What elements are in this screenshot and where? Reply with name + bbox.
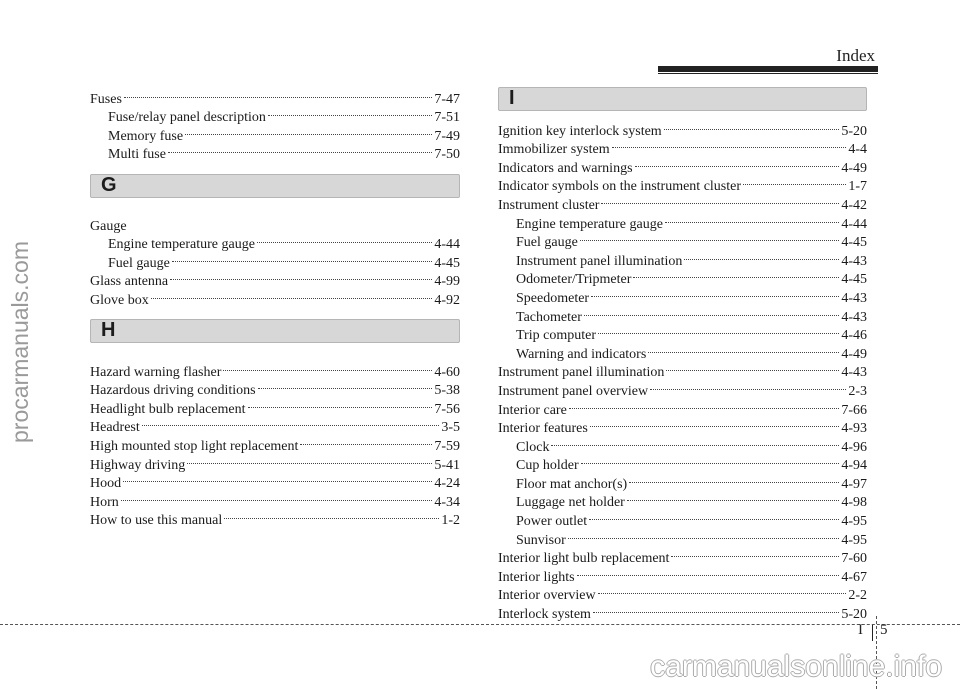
dot-leader bbox=[743, 172, 846, 191]
index-entry bbox=[90, 413, 460, 436]
entry-page-ref: 7-50 bbox=[434, 147, 460, 163]
entry-label: Glass antenna bbox=[90, 274, 169, 290]
entry-page-ref: 4-43 bbox=[841, 309, 867, 325]
entry-label: Hazardous driving conditions bbox=[90, 383, 256, 399]
entry-page-ref: 4-46 bbox=[841, 328, 867, 344]
i-entries bbox=[498, 116, 867, 623]
dot-leader bbox=[666, 358, 839, 377]
entry-page-ref: 7-47 bbox=[434, 91, 460, 107]
dot-leader bbox=[601, 190, 839, 209]
entry-label: Sunvisor bbox=[516, 532, 566, 548]
entry-page-ref: 4-97 bbox=[841, 476, 867, 492]
footer-page-number: 5 bbox=[880, 622, 888, 638]
dot-leader bbox=[627, 488, 839, 507]
entry-label: Instrument panel illumination bbox=[498, 365, 665, 381]
entry-label: Instrument cluster bbox=[498, 197, 600, 213]
footer-separator bbox=[872, 625, 873, 641]
entry-page-ref: 5-20 bbox=[841, 123, 867, 139]
entry-page-ref: 4-49 bbox=[841, 346, 867, 362]
entry-page-ref: 4-49 bbox=[841, 160, 867, 176]
entry-page-ref: 4-43 bbox=[841, 253, 867, 269]
section-header-i bbox=[498, 87, 867, 111]
entry-label: Odometer/Tripmeter bbox=[516, 272, 632, 288]
index-entry bbox=[498, 116, 867, 139]
entry-page-ref: 3-5 bbox=[441, 420, 460, 436]
dot-leader bbox=[589, 506, 839, 525]
dot-leader bbox=[268, 103, 432, 122]
entry-page-ref: 4-42 bbox=[841, 197, 867, 213]
section-header-g bbox=[90, 174, 460, 198]
dot-leader bbox=[581, 451, 840, 470]
entry-page-ref: 4-4 bbox=[848, 142, 867, 158]
entry-page-ref: 2-2 bbox=[848, 588, 867, 604]
entry-label: Speedometer bbox=[516, 290, 590, 306]
entry-label: Floor mat anchor(s) bbox=[516, 476, 628, 492]
dot-leader bbox=[671, 544, 839, 563]
index-entry bbox=[90, 431, 460, 454]
entry-page-ref: 7-51 bbox=[434, 110, 460, 126]
section-letter: G bbox=[101, 174, 117, 196]
entry-label: Clock bbox=[516, 439, 550, 455]
index-entry bbox=[90, 230, 460, 253]
entry-label: Glove box bbox=[90, 292, 149, 308]
g-entries bbox=[90, 211, 460, 308]
entry-label: Highway driving bbox=[90, 457, 186, 473]
entry-page-ref: 7-49 bbox=[434, 128, 460, 144]
entry-label: Multi fuse bbox=[108, 147, 166, 163]
entry-page-ref: 4-45 bbox=[434, 255, 460, 271]
dot-leader bbox=[151, 285, 433, 304]
entry-label: Interior lights bbox=[498, 569, 575, 585]
entry-label: Power outlet bbox=[516, 514, 588, 530]
index-entry bbox=[90, 506, 460, 529]
dot-leader bbox=[248, 394, 433, 413]
dot-leader bbox=[170, 267, 432, 286]
dot-leader bbox=[629, 469, 839, 488]
dot-leader bbox=[168, 140, 432, 159]
footer-dashed-rule bbox=[0, 624, 960, 625]
section-letter: I bbox=[509, 87, 515, 109]
dot-leader bbox=[580, 228, 840, 247]
entry-page-ref: 1-2 bbox=[441, 513, 460, 529]
entry-page-ref: 7-60 bbox=[841, 551, 867, 567]
entry-label: Instrument panel illumination bbox=[516, 253, 683, 269]
entry-label: Gauge bbox=[90, 218, 127, 234]
dot-leader bbox=[650, 376, 846, 395]
entry-label: Interlock system bbox=[498, 607, 591, 623]
entry-label: Warning and indicators bbox=[516, 346, 647, 362]
entry-label: Headrest bbox=[90, 420, 140, 436]
section-header-h bbox=[90, 319, 460, 343]
dot-leader bbox=[590, 414, 840, 433]
entry-page-ref: 7-59 bbox=[434, 438, 460, 454]
entry-label: Cup holder bbox=[516, 458, 579, 474]
entry-label: Immobilizer system bbox=[498, 142, 610, 158]
entry-page-ref: 4-95 bbox=[841, 532, 867, 548]
dot-leader bbox=[300, 431, 432, 450]
section-letter: H bbox=[101, 319, 116, 341]
dot-leader bbox=[257, 230, 432, 249]
dot-leader bbox=[121, 487, 433, 506]
entry-page-ref: 4-44 bbox=[841, 216, 867, 232]
entry-label: Engine temperature gauge bbox=[516, 216, 663, 232]
index-column-left bbox=[90, 0, 460, 689]
dot-leader bbox=[598, 581, 847, 600]
entry-label: Fuel gauge bbox=[516, 235, 578, 251]
dot-leader bbox=[551, 432, 839, 451]
entry-label: Hood bbox=[90, 476, 122, 492]
dot-leader bbox=[664, 116, 840, 135]
dot-leader bbox=[142, 413, 440, 432]
entry-label: Trip computer bbox=[516, 328, 596, 344]
entry-page-ref: 4-43 bbox=[841, 365, 867, 381]
index-entry bbox=[498, 451, 867, 474]
entry-page-ref: 4-93 bbox=[841, 421, 867, 437]
entry-page-ref: 2-3 bbox=[848, 383, 867, 399]
index-entry bbox=[90, 103, 460, 126]
dot-leader bbox=[124, 84, 432, 103]
entry-label: Headlight bulb replacement bbox=[90, 401, 246, 417]
entry-label: Fuel gauge bbox=[108, 255, 170, 271]
dot-leader bbox=[684, 246, 839, 265]
entry-page-ref: 4-67 bbox=[841, 569, 867, 585]
entry-label: Fuses bbox=[90, 91, 122, 107]
entry-label: Hazard warning flasher bbox=[90, 364, 222, 380]
entry-page-ref: 5-20 bbox=[841, 607, 867, 623]
dot-leader bbox=[123, 469, 432, 488]
index-entry bbox=[90, 487, 460, 510]
entry-label: Interior overview bbox=[498, 588, 596, 604]
dot-leader bbox=[577, 562, 840, 581]
dot-leader bbox=[598, 321, 839, 340]
entry-label: High mounted stop light replacement bbox=[90, 438, 299, 454]
entry-page-ref: 4-45 bbox=[841, 272, 867, 288]
entry-page-ref: 4-45 bbox=[841, 235, 867, 251]
index-entry bbox=[90, 211, 460, 234]
watermark-bottom: carmanualsonline.info bbox=[650, 650, 942, 683]
entry-page-ref: 4-43 bbox=[841, 290, 867, 306]
entry-page-ref: 1-7 bbox=[848, 179, 867, 195]
index-entry bbox=[90, 84, 460, 107]
entry-page-ref: 5-38 bbox=[434, 383, 460, 399]
entry-label: Interior care bbox=[498, 402, 567, 418]
fuses-group bbox=[90, 84, 460, 163]
entry-page-ref: 4-24 bbox=[434, 476, 460, 492]
index-entry bbox=[498, 432, 867, 455]
entry-page-ref: 4-99 bbox=[434, 274, 460, 290]
entry-label: Indicator symbols on the instrument cluster bbox=[498, 179, 742, 195]
entry-label: Luggage net holder bbox=[516, 495, 625, 511]
page-header-title: Index bbox=[836, 46, 875, 65]
dot-leader bbox=[612, 135, 847, 154]
entry-label: Horn bbox=[90, 494, 119, 510]
entry-page-ref: 4-60 bbox=[434, 364, 460, 380]
entry-page-ref: 5-41 bbox=[434, 457, 460, 473]
dot-leader bbox=[635, 153, 840, 172]
entry-page-ref: 4-44 bbox=[434, 237, 460, 253]
dot-leader bbox=[591, 283, 839, 302]
dot-leader bbox=[224, 506, 439, 525]
dot-leader bbox=[665, 209, 839, 228]
entry-page-ref: 4-95 bbox=[841, 514, 867, 530]
index-entry bbox=[90, 469, 460, 492]
entry-label: Interior features bbox=[498, 421, 588, 437]
index-entry bbox=[90, 357, 460, 380]
entry-page-ref: 4-34 bbox=[434, 494, 460, 510]
entry-label: Ignition key interlock system bbox=[498, 123, 662, 139]
dot-leader bbox=[129, 211, 458, 230]
dot-leader bbox=[568, 525, 840, 544]
entry-label: Engine temperature gauge bbox=[108, 237, 255, 253]
entry-page-ref: 4-92 bbox=[434, 292, 460, 308]
index-column-right bbox=[498, 0, 867, 689]
dot-leader bbox=[633, 265, 839, 284]
dot-leader bbox=[187, 450, 432, 469]
dot-leader bbox=[584, 302, 839, 321]
h-entries bbox=[90, 357, 460, 529]
dot-leader bbox=[569, 395, 840, 414]
footer-section-letter: I bbox=[858, 622, 863, 638]
watermark-left: procarmanuals.com bbox=[7, 241, 33, 443]
entry-page-ref: 4-96 bbox=[841, 439, 867, 455]
entry-page-ref: 7-66 bbox=[841, 402, 867, 418]
entry-label: Memory fuse bbox=[108, 128, 184, 144]
entry-page-ref: 4-98 bbox=[841, 495, 867, 511]
dot-leader bbox=[223, 357, 432, 376]
entry-label: Interior light bulb replacement bbox=[498, 551, 670, 567]
entry-label: Fuse/relay panel description bbox=[108, 110, 266, 126]
dot-leader bbox=[185, 121, 432, 140]
entry-page-ref: 4-94 bbox=[841, 458, 867, 474]
dot-leader bbox=[593, 599, 839, 618]
dot-leader bbox=[648, 339, 839, 358]
entry-page-ref: 7-56 bbox=[434, 401, 460, 417]
entry-label: How to use this manual bbox=[90, 513, 223, 529]
entry-label: Indicators and warnings bbox=[498, 160, 633, 176]
entry-label: Tachometer bbox=[516, 309, 582, 325]
dot-leader bbox=[172, 248, 433, 267]
entry-label: Instrument panel overview bbox=[498, 383, 649, 399]
dot-leader bbox=[258, 376, 433, 395]
